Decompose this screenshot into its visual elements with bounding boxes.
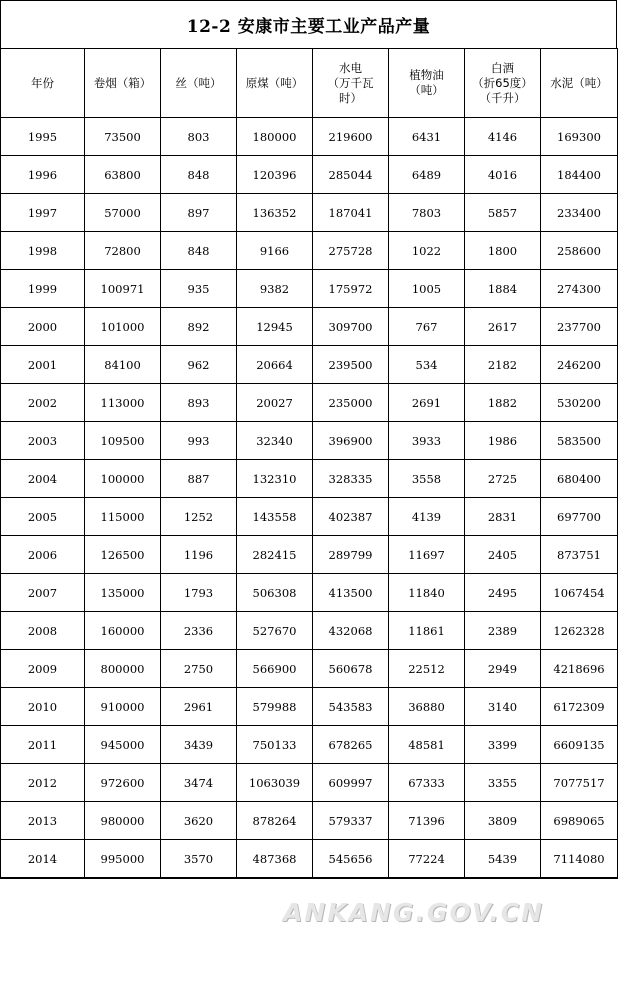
cell-raw-coal: 180000 bbox=[237, 118, 313, 156]
cell-liquor: 1884 bbox=[465, 270, 541, 308]
cell-cigarettes: 100000 bbox=[85, 460, 161, 498]
cell-hydropower: 328335 bbox=[313, 460, 389, 498]
cell-liquor: 1882 bbox=[465, 384, 541, 422]
cell-hydropower: 678265 bbox=[313, 726, 389, 764]
cell-year: 1998 bbox=[1, 232, 85, 270]
cell-cement: 7077517 bbox=[541, 764, 618, 802]
cell-cigarettes: 100971 bbox=[85, 270, 161, 308]
cell-year: 1997 bbox=[1, 194, 85, 232]
cell-raw-coal: 132310 bbox=[237, 460, 313, 498]
table-row bbox=[1, 194, 618, 232]
cell-cigarettes: 910000 bbox=[85, 688, 161, 726]
cell-hydropower: 219600 bbox=[313, 118, 389, 156]
cell-raw-coal: 1063039 bbox=[237, 764, 313, 802]
cell-cement: 4218696 bbox=[541, 650, 618, 688]
cell-cigarettes: 945000 bbox=[85, 726, 161, 764]
cell-silk: 892 bbox=[161, 308, 237, 346]
table-row bbox=[1, 460, 618, 498]
cell-liquor: 2725 bbox=[465, 460, 541, 498]
cell-cement: 583500 bbox=[541, 422, 618, 460]
cell-silk: 3474 bbox=[161, 764, 237, 802]
cell-raw-coal: 143558 bbox=[237, 498, 313, 536]
cell-hydropower: 413500 bbox=[313, 574, 389, 612]
cell-hydropower: 545656 bbox=[313, 840, 389, 879]
table-row bbox=[1, 650, 618, 688]
table-row bbox=[1, 156, 618, 194]
cell-liquor: 3809 bbox=[465, 802, 541, 840]
header-vegetable-oil: 植物油 （吨） bbox=[389, 49, 465, 118]
table-row bbox=[1, 688, 618, 726]
cell-year: 2007 bbox=[1, 574, 85, 612]
cell-raw-coal: 20664 bbox=[237, 346, 313, 384]
cell-cigarettes: 126500 bbox=[85, 536, 161, 574]
production-table bbox=[0, 48, 618, 879]
cell-liquor: 1800 bbox=[465, 232, 541, 270]
cell-cigarettes: 84100 bbox=[85, 346, 161, 384]
cell-cement: 530200 bbox=[541, 384, 618, 422]
table-row bbox=[1, 764, 618, 802]
cell-vegetable-oil: 67333 bbox=[389, 764, 465, 802]
table-row bbox=[1, 422, 618, 460]
cell-year: 2014 bbox=[1, 840, 85, 879]
cell-cigarettes: 980000 bbox=[85, 802, 161, 840]
cell-cement: 274300 bbox=[541, 270, 618, 308]
cell-vegetable-oil: 77224 bbox=[389, 840, 465, 879]
cell-raw-coal: 136352 bbox=[237, 194, 313, 232]
title-box bbox=[0, 0, 617, 48]
cell-cement: 7114080 bbox=[541, 840, 618, 879]
cell-liquor: 2389 bbox=[465, 612, 541, 650]
cell-hydropower: 175972 bbox=[313, 270, 389, 308]
cell-hydropower: 396900 bbox=[313, 422, 389, 460]
cell-hydropower: 402387 bbox=[313, 498, 389, 536]
cell-hydropower: 239500 bbox=[313, 346, 389, 384]
cell-silk: 1196 bbox=[161, 536, 237, 574]
cell-year: 2013 bbox=[1, 802, 85, 840]
header-hydropower: 水电 （万千瓦 时） bbox=[313, 49, 389, 118]
table-row bbox=[1, 346, 618, 384]
cell-raw-coal: 9382 bbox=[237, 270, 313, 308]
cell-cigarettes: 109500 bbox=[85, 422, 161, 460]
cell-hydropower: 275728 bbox=[313, 232, 389, 270]
cell-vegetable-oil: 767 bbox=[389, 308, 465, 346]
table-row bbox=[1, 612, 618, 650]
table-row bbox=[1, 118, 618, 156]
header-row bbox=[1, 49, 618, 118]
cell-raw-coal: 9166 bbox=[237, 232, 313, 270]
cell-silk: 2750 bbox=[161, 650, 237, 688]
cell-liquor: 3140 bbox=[465, 688, 541, 726]
cell-year: 2004 bbox=[1, 460, 85, 498]
cell-raw-coal: 579988 bbox=[237, 688, 313, 726]
cell-cigarettes: 135000 bbox=[85, 574, 161, 612]
cell-vegetable-oil: 36880 bbox=[389, 688, 465, 726]
cell-raw-coal: 878264 bbox=[237, 802, 313, 840]
cell-raw-coal: 750133 bbox=[237, 726, 313, 764]
cell-year: 2008 bbox=[1, 612, 85, 650]
cell-hydropower: 235000 bbox=[313, 384, 389, 422]
header-year: 年份 bbox=[1, 49, 85, 118]
cell-cement: 184400 bbox=[541, 156, 618, 194]
table-row bbox=[1, 232, 618, 270]
cell-cement: 258600 bbox=[541, 232, 618, 270]
cell-silk: 3620 bbox=[161, 802, 237, 840]
cell-liquor: 2949 bbox=[465, 650, 541, 688]
cell-vegetable-oil: 11861 bbox=[389, 612, 465, 650]
cell-liquor: 4146 bbox=[465, 118, 541, 156]
cell-hydropower: 285044 bbox=[313, 156, 389, 194]
cell-cigarettes: 800000 bbox=[85, 650, 161, 688]
cell-year: 1995 bbox=[1, 118, 85, 156]
cell-vegetable-oil: 2691 bbox=[389, 384, 465, 422]
cell-cement: 6989065 bbox=[541, 802, 618, 840]
cell-raw-coal: 282415 bbox=[237, 536, 313, 574]
cell-vegetable-oil: 1005 bbox=[389, 270, 465, 308]
cell-silk: 848 bbox=[161, 232, 237, 270]
cell-cement: 697700 bbox=[541, 498, 618, 536]
cell-raw-coal: 32340 bbox=[237, 422, 313, 460]
cell-vegetable-oil: 4139 bbox=[389, 498, 465, 536]
cell-liquor: 1986 bbox=[465, 422, 541, 460]
cell-year: 2010 bbox=[1, 688, 85, 726]
cell-cigarettes: 115000 bbox=[85, 498, 161, 536]
header-cement: 水泥（吨） bbox=[541, 49, 618, 118]
cell-liquor: 2182 bbox=[465, 346, 541, 384]
cell-silk: 935 bbox=[161, 270, 237, 308]
cell-liquor: 2617 bbox=[465, 308, 541, 346]
cell-silk: 848 bbox=[161, 156, 237, 194]
cell-raw-coal: 506308 bbox=[237, 574, 313, 612]
cell-silk: 2336 bbox=[161, 612, 237, 650]
site-watermark: ANKANG.GOV.CN bbox=[283, 898, 545, 927]
cell-raw-coal: 12945 bbox=[237, 308, 313, 346]
cell-cigarettes: 73500 bbox=[85, 118, 161, 156]
cell-cement: 680400 bbox=[541, 460, 618, 498]
cell-silk: 3570 bbox=[161, 840, 237, 879]
cell-vegetable-oil: 11840 bbox=[389, 574, 465, 612]
table-row bbox=[1, 536, 618, 574]
header-liquor: 白酒 （折65度） （千升） bbox=[465, 49, 541, 118]
cell-cement: 1067454 bbox=[541, 574, 618, 612]
cell-liquor: 5857 bbox=[465, 194, 541, 232]
cell-year: 2009 bbox=[1, 650, 85, 688]
cell-year: 2012 bbox=[1, 764, 85, 802]
cell-liquor: 3399 bbox=[465, 726, 541, 764]
cell-liquor: 2405 bbox=[465, 536, 541, 574]
cell-cement: 873751 bbox=[541, 536, 618, 574]
cell-silk: 993 bbox=[161, 422, 237, 460]
cell-vegetable-oil: 6489 bbox=[389, 156, 465, 194]
cell-cement: 6172309 bbox=[541, 688, 618, 726]
cell-silk: 962 bbox=[161, 346, 237, 384]
table-row bbox=[1, 384, 618, 422]
header-silk: 丝（吨） bbox=[161, 49, 237, 118]
cell-silk: 1793 bbox=[161, 574, 237, 612]
cell-liquor: 4016 bbox=[465, 156, 541, 194]
table-row bbox=[1, 840, 618, 879]
cell-hydropower: 609997 bbox=[313, 764, 389, 802]
cell-cigarettes: 72800 bbox=[85, 232, 161, 270]
cell-hydropower: 432068 bbox=[313, 612, 389, 650]
cell-cement: 1262328 bbox=[541, 612, 618, 650]
header-raw-coal: 原煤（吨） bbox=[237, 49, 313, 118]
table-row bbox=[1, 574, 618, 612]
page-title: 12-2 安康市主要工业产品产量 bbox=[186, 17, 431, 37]
cell-hydropower: 309700 bbox=[313, 308, 389, 346]
cell-year: 1996 bbox=[1, 156, 85, 194]
cell-year: 2006 bbox=[1, 536, 85, 574]
cell-cigarettes: 63800 bbox=[85, 156, 161, 194]
cell-year: 2003 bbox=[1, 422, 85, 460]
cell-cement: 246200 bbox=[541, 346, 618, 384]
cell-cement: 169300 bbox=[541, 118, 618, 156]
cell-cement: 233400 bbox=[541, 194, 618, 232]
cell-silk: 3439 bbox=[161, 726, 237, 764]
cell-vegetable-oil: 22512 bbox=[389, 650, 465, 688]
cell-hydropower: 289799 bbox=[313, 536, 389, 574]
cell-vegetable-oil: 11697 bbox=[389, 536, 465, 574]
cell-year: 2002 bbox=[1, 384, 85, 422]
cell-hydropower: 187041 bbox=[313, 194, 389, 232]
header-cigarettes: 卷烟（箱） bbox=[85, 49, 161, 118]
cell-vegetable-oil: 3558 bbox=[389, 460, 465, 498]
cell-vegetable-oil: 7803 bbox=[389, 194, 465, 232]
table-body bbox=[1, 118, 618, 879]
cell-hydropower: 579337 bbox=[313, 802, 389, 840]
cell-vegetable-oil: 6431 bbox=[389, 118, 465, 156]
cell-vegetable-oil: 71396 bbox=[389, 802, 465, 840]
cell-year: 1999 bbox=[1, 270, 85, 308]
cell-raw-coal: 20027 bbox=[237, 384, 313, 422]
cell-hydropower: 543583 bbox=[313, 688, 389, 726]
cell-year: 2000 bbox=[1, 308, 85, 346]
table-row bbox=[1, 802, 618, 840]
cell-vegetable-oil: 3933 bbox=[389, 422, 465, 460]
cell-cigarettes: 995000 bbox=[85, 840, 161, 879]
cell-year: 2001 bbox=[1, 346, 85, 384]
cell-year: 2011 bbox=[1, 726, 85, 764]
cell-cigarettes: 57000 bbox=[85, 194, 161, 232]
table-row bbox=[1, 308, 618, 346]
cell-hydropower: 560678 bbox=[313, 650, 389, 688]
cell-cement: 237700 bbox=[541, 308, 618, 346]
cell-liquor: 5439 bbox=[465, 840, 541, 879]
cell-cigarettes: 160000 bbox=[85, 612, 161, 650]
cell-raw-coal: 566900 bbox=[237, 650, 313, 688]
cell-raw-coal: 120396 bbox=[237, 156, 313, 194]
cell-silk: 2961 bbox=[161, 688, 237, 726]
cell-silk: 803 bbox=[161, 118, 237, 156]
table-row bbox=[1, 726, 618, 764]
cell-liquor: 2831 bbox=[465, 498, 541, 536]
cell-vegetable-oil: 534 bbox=[389, 346, 465, 384]
cell-liquor: 3355 bbox=[465, 764, 541, 802]
cell-silk: 893 bbox=[161, 384, 237, 422]
cell-vegetable-oil: 1022 bbox=[389, 232, 465, 270]
cell-silk: 887 bbox=[161, 460, 237, 498]
cell-cigarettes: 972600 bbox=[85, 764, 161, 802]
cell-silk: 1252 bbox=[161, 498, 237, 536]
cell-cement: 6609135 bbox=[541, 726, 618, 764]
cell-cigarettes: 113000 bbox=[85, 384, 161, 422]
table-row bbox=[1, 270, 618, 308]
cell-liquor: 2495 bbox=[465, 574, 541, 612]
cell-raw-coal: 527670 bbox=[237, 612, 313, 650]
cell-year: 2005 bbox=[1, 498, 85, 536]
cell-silk: 897 bbox=[161, 194, 237, 232]
cell-vegetable-oil: 48581 bbox=[389, 726, 465, 764]
table-row bbox=[1, 498, 618, 536]
cell-cigarettes: 101000 bbox=[85, 308, 161, 346]
cell-raw-coal: 487368 bbox=[237, 840, 313, 879]
